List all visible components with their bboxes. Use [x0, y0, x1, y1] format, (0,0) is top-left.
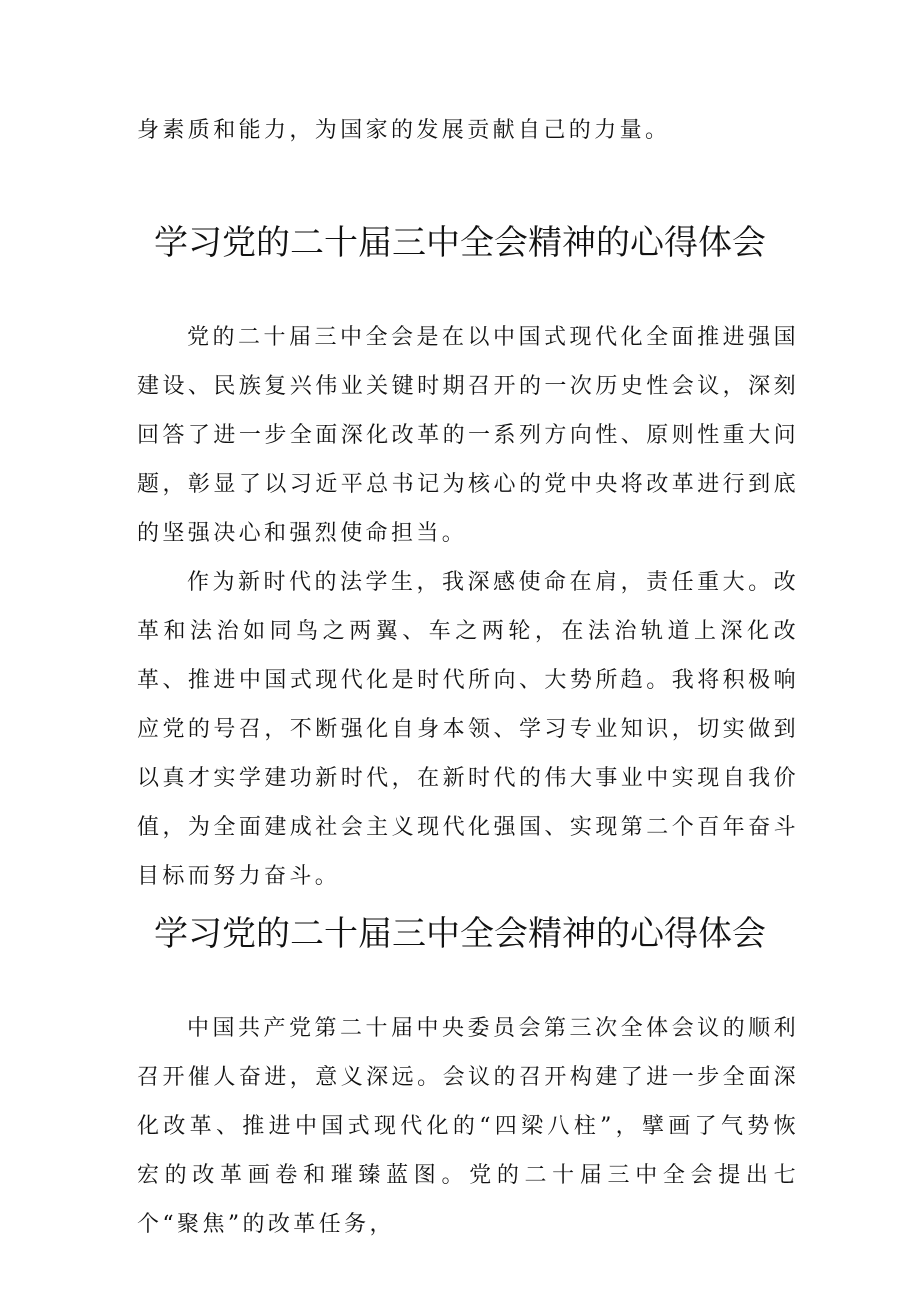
section-1-paragraph-1: 党的二十届三中全会是在以中国式现代化全面推进强国建设、民族复兴伟业关键时期召开的一次历史性会议，深刻回答了进一步全面深化改革的一系列方向性、原则性重大问题，彰显了以习近平总书记为核心的党中央将改革进行到底的坚强决心和强烈使命担当。 — [137, 325, 799, 546]
section-2-title: 学习党的二十届三中全会精神的心得体会 — [154, 914, 766, 954]
section-2-paragraph-1: 中国共产党第二十届中央委员会第三次全体会议的顺利召开催人奋进，意义深远。会议的召开构建了进一步全面深化改革、推进中国式现代化的“四梁八柱”，擘画了气势恢宏的改革画卷和璀臻蓝图。党的二十届三中全会提出七个“聚焦”的改革任务， — [137, 1016, 799, 1237]
section-1-title: 学习党的二十届三中全会精神的心得体会 — [154, 223, 766, 263]
section-1-paragraph-2: 作为新时代的法学生，我深感使命在肩，责任重大。改革和法治如同鸟之两翼、车之两轮，在法治轨道上深化改革、推进中国式现代化是时代所向、大势所趋。我将积极响应党的号召，不断强化自身本领、学习专业知识，切实做到以真才实学建功新时代，在新时代的伟大事业中实现自我价值，为全面建成社会主义现代化强国、实现第二个百年奋斗目标而努力奋斗。 — [137, 570, 799, 889]
intro-paragraph-fragment: 身素质和能力，为国家的发展贡献自己的力量。 — [137, 118, 671, 143]
